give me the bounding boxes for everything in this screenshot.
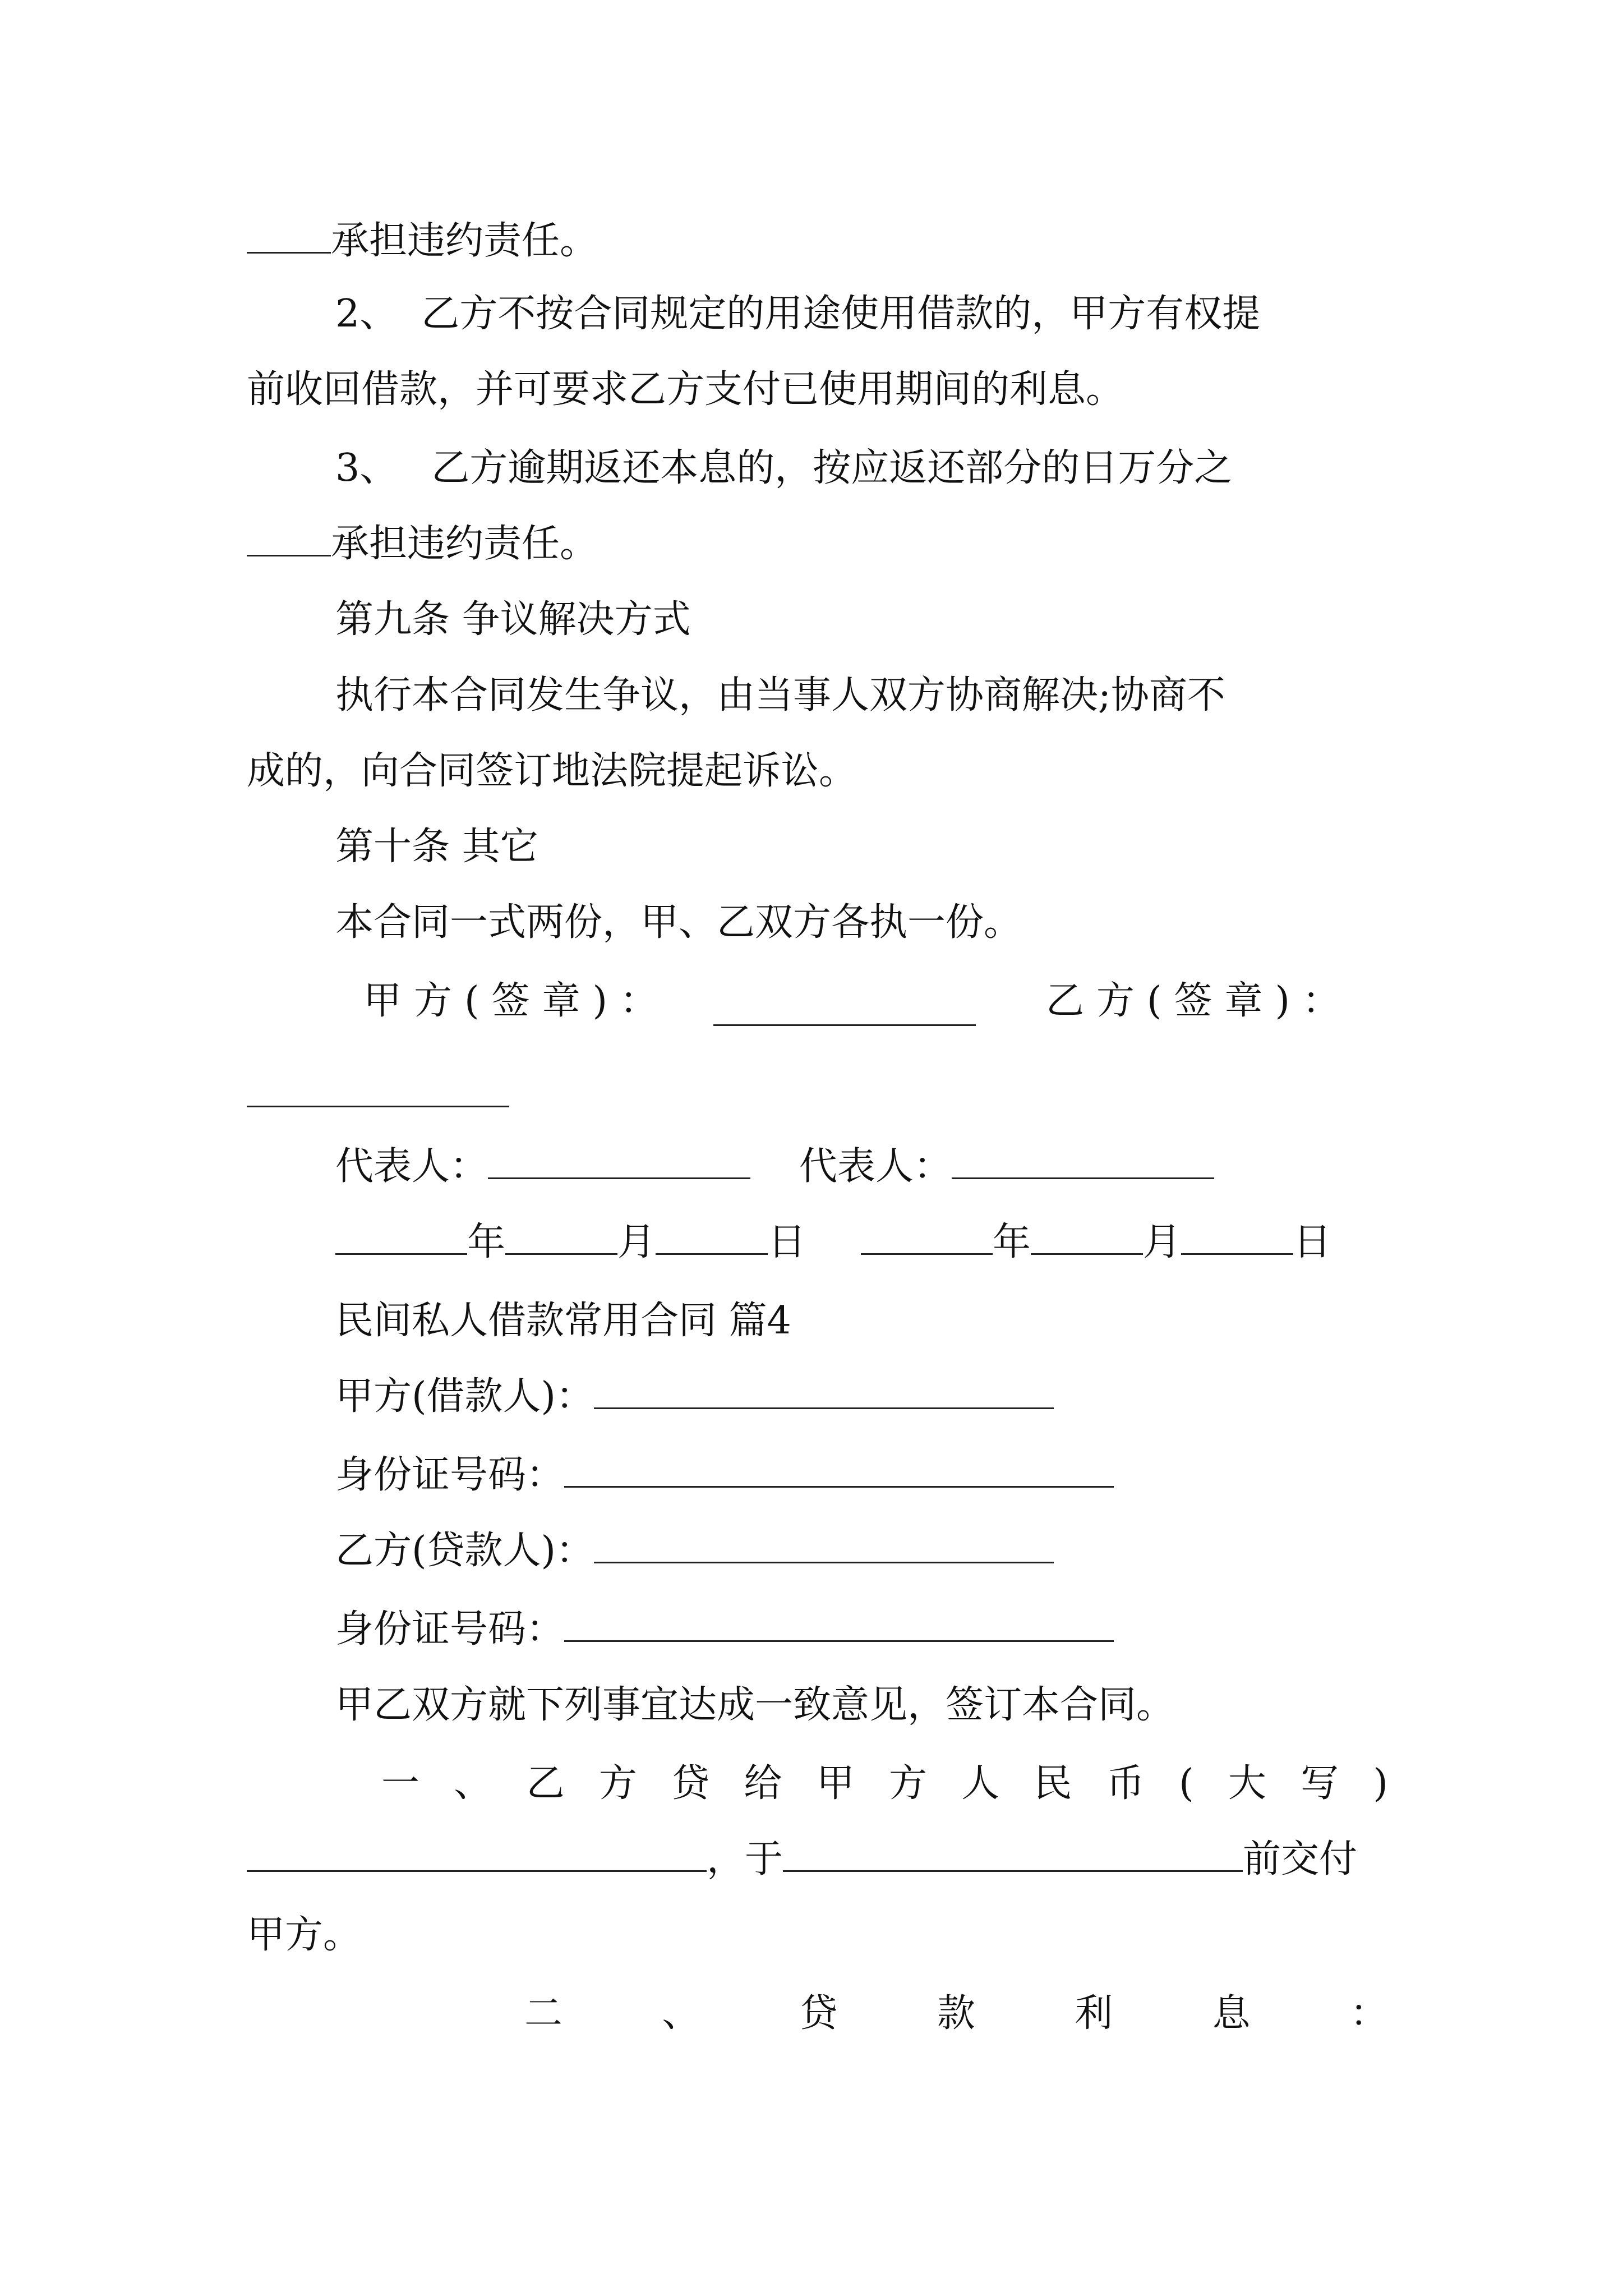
paragraph-line	[247, 367, 1124, 412]
text: 成的，向合同签订地法院提起诉讼。	[247, 749, 857, 793]
fill-blank	[564, 1455, 1114, 1488]
text: 月	[617, 1220, 656, 1264]
date-a	[335, 1220, 806, 1265]
fill-blank	[1181, 1222, 1293, 1255]
list-item-3	[335, 446, 1232, 491]
spaced-char: 写	[1301, 1761, 1339, 1806]
clause-1-heading	[381, 1761, 1388, 1806]
paragraph-line	[335, 673, 1225, 718]
signature-party-b	[1046, 979, 1353, 1024]
spaced-char: 二	[524, 1991, 563, 2036]
spaced-char: 甲	[816, 1761, 855, 1806]
text: 乙方逾期返还本息的，按应返还部分的日万分之	[431, 446, 1233, 490]
paragraph-line	[335, 1683, 1174, 1728]
text: 乙方(贷款人)：	[335, 1529, 594, 1573]
fill-blank	[247, 220, 331, 254]
spaced-char: 方	[598, 1761, 637, 1806]
signature-blank-a	[713, 993, 976, 1026]
signature-blank-b	[247, 1074, 509, 1107]
text: 甲方(借款人)：	[335, 1374, 594, 1419]
spaced-char: 币	[1106, 1761, 1145, 1806]
date-b	[861, 1220, 1331, 1265]
paragraph-line	[247, 219, 598, 264]
fill-blank	[335, 1222, 467, 1255]
text: 承担违约责任。	[331, 522, 598, 566]
text: 第九条 争议解决方式	[335, 597, 691, 642]
text: ，于	[707, 1837, 783, 1881]
text: 身份证号码：	[335, 1607, 565, 1651]
spaced-char: 给	[744, 1761, 782, 1806]
fill-blank	[505, 1222, 617, 1255]
signature-party-a	[363, 979, 670, 1024]
representative-b	[799, 1144, 1214, 1189]
text: 前收回借款，并可要求乙方支付已使用期间的利息。	[247, 367, 1124, 412]
clause-1-line	[247, 1837, 1357, 1882]
spaced-char: 、	[662, 1991, 700, 2036]
spaced-char: 、	[454, 1761, 492, 1806]
article-title	[335, 597, 691, 642]
spaced-char: 息	[1212, 1991, 1251, 2036]
fill-blank	[247, 523, 331, 556]
paragraph-line	[247, 749, 857, 794]
text: 日	[768, 1220, 806, 1264]
text: 月	[1143, 1220, 1182, 1264]
spaced-char: 民	[1034, 1761, 1072, 1806]
spaced-char: ：	[1349, 1991, 1388, 2036]
fill-blank	[1031, 1222, 1143, 1255]
field-id-2	[335, 1607, 1114, 1652]
fill-blank	[783, 1839, 1243, 1872]
paragraph-line	[247, 522, 598, 567]
fill-blank	[594, 1376, 1054, 1409]
fill-blank	[488, 1146, 750, 1179]
item-number: 3、	[335, 446, 398, 490]
paragraph-line	[335, 900, 1022, 945]
spaced-char: (	[1179, 1761, 1194, 1806]
text: 身份证号码：	[335, 1453, 565, 1497]
paragraph-line	[247, 1913, 361, 1958]
spaced-char: 一	[381, 1761, 420, 1806]
text: 代表人：	[335, 1144, 488, 1189]
representative-a	[335, 1144, 750, 1189]
article-title	[335, 825, 538, 869]
spaced-char: 人	[961, 1761, 1000, 1806]
list-item-2	[335, 292, 1260, 337]
fill-blank	[564, 1609, 1114, 1642]
text: 乙方不按合同规定的用途使用借款的，甲方有权提	[421, 292, 1261, 336]
fill-blank	[656, 1222, 768, 1255]
text: 年	[467, 1220, 506, 1264]
field-borrower	[335, 1374, 1054, 1419]
spaced-char: 款	[937, 1991, 975, 2036]
text: 民间私人借款常用合同 篇4	[335, 1299, 791, 1343]
item-number: 2、	[335, 292, 398, 336]
field-id-1	[335, 1453, 1114, 1498]
text: 甲方(签章)：	[363, 979, 671, 1023]
spaced-char: 利	[1075, 1991, 1113, 2036]
clause-2-heading	[524, 1991, 1388, 2036]
text: 乙方(签章)：	[1046, 979, 1353, 1023]
text: 第十条 其它	[335, 825, 538, 869]
spaced-char: 贷	[671, 1761, 710, 1806]
spaced-char: 乙	[526, 1761, 565, 1806]
text: 日	[1293, 1220, 1332, 1264]
fill-blank	[594, 1530, 1054, 1563]
field-lender	[335, 1529, 1054, 1573]
fill-blank	[952, 1146, 1214, 1179]
spaced-char: 大	[1228, 1761, 1266, 1806]
spaced-char: )	[1373, 1761, 1388, 1806]
text: 甲方。	[247, 1913, 362, 1957]
spaced-char: 贷	[799, 1991, 838, 2036]
text: 执行本合同发生争议，由当事人双方协商解决;协商不	[335, 673, 1225, 717]
text: 年	[993, 1220, 1031, 1264]
text: 本合同一式两份，甲、乙双方各执一份。	[335, 900, 1022, 945]
fill-blank	[247, 1839, 707, 1872]
text: 甲乙双方就下列事宜达成一致意见，签订本合同。	[335, 1683, 1175, 1727]
spaced-char: 方	[888, 1761, 927, 1806]
text: 承担违约责任。	[331, 219, 598, 263]
section-title	[335, 1299, 791, 1343]
text: 前交付	[1243, 1837, 1358, 1881]
fill-blank	[861, 1222, 993, 1255]
text: 代表人：	[799, 1144, 952, 1189]
